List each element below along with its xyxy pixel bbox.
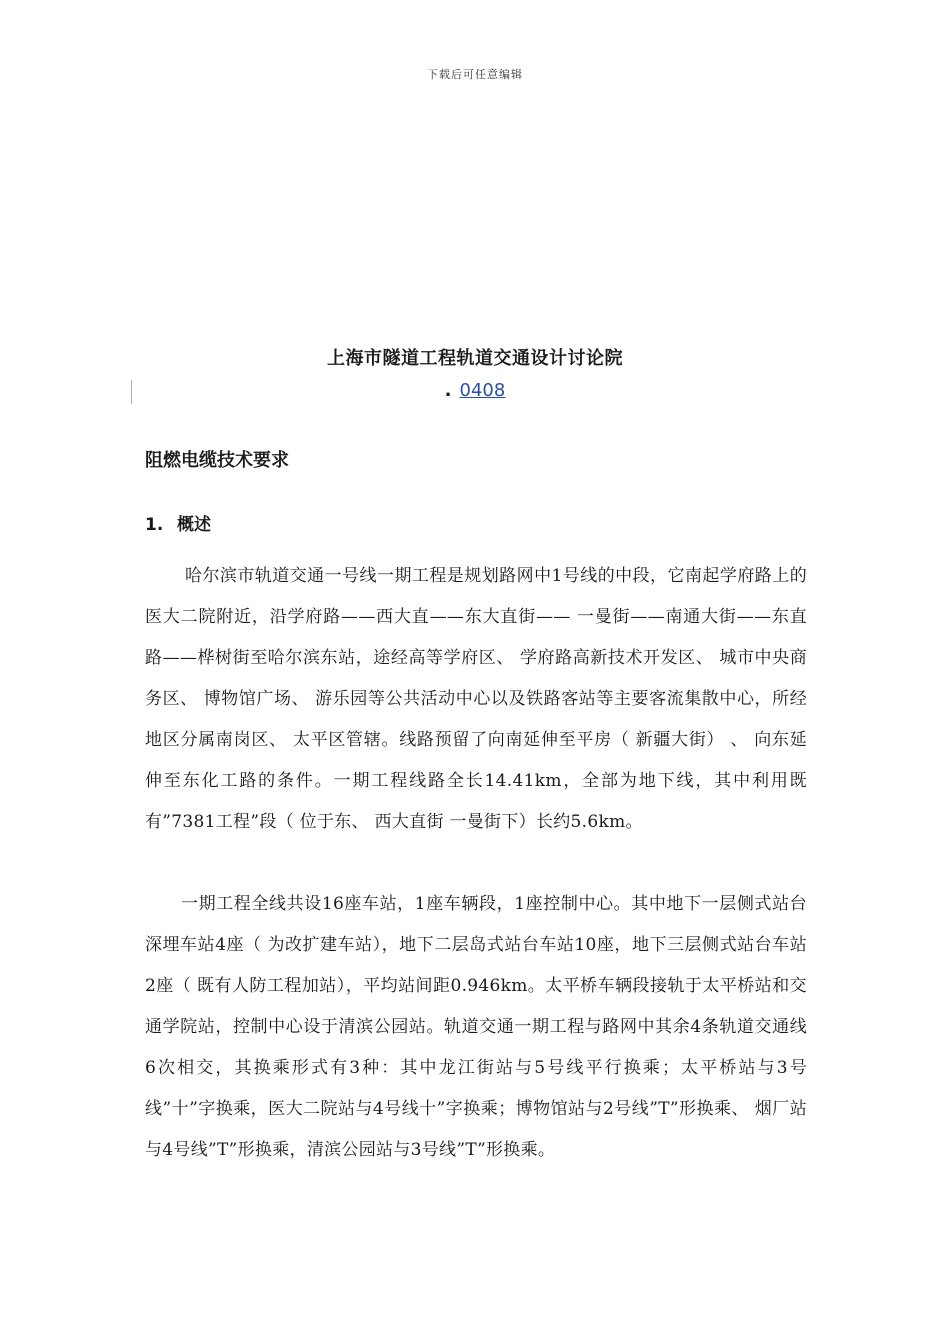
- document-code-row: [0, 380, 950, 401]
- organization-title: 上海市隧道工程轨道交通设计讨论院: [327, 348, 623, 369]
- section-heading: [145, 510, 211, 535]
- page-header-note: 下载后可任意编辑: [427, 68, 523, 81]
- paragraph-block: [145, 556, 807, 843]
- paragraph: 一期工程全线共设16座车站，1座车辆段，1座控制中心。其中地下一层侧式站台深埋车站4座（ 为改扩建车站），地下二层岛式站台车站10座，地下三层侧式站台车站2座（ 既有人防工程加站），平均站间距0.946km。太平桥车辆段接轨于太平桥站和交通学院站，控制中心设于清滨公园站。轨道交通一期工程与路网中其余4条轨道交通线6次相交，其换乘形式有3种：其中龙江街站与5号线平行换乘；太平桥站与3号线”十”字换乘，医大二院站与4号线十”字换乘；博物馆站与2号线”T”形换乘、 烟厂站与4号线”T”形换乘，清滨公园站与3号线”T”形换乘。: [145, 894, 807, 1160]
- document-code-link[interactable]: 0408: [459, 380, 506, 401]
- paragraph-block: [145, 884, 807, 1171]
- document-title: 阻燃电缆技术要求: [145, 450, 289, 471]
- section-number: 1.: [145, 515, 164, 535]
- document-code-prefix: .: [444, 380, 452, 401]
- section-title: 概述: [177, 515, 211, 535]
- paragraph: 哈尔滨市轨道交通一号线一期工程是规划路网中1号线的中段，它南起学府路上的医大二院附近，沿学府路——西大直——东大直街—— 一曼街——南通大街——东直路——桦树街至哈尔滨东站，途经高等学府区、 学府路高新技术开发区、 城市中央商务区、 博物馆广场、 游乐园等公共活动中心以及铁路客站等主要客流集散中心，所经地区分属南岗区、 太平区管辖。线路预留了向南延伸至平房（ 新疆大街） 、 向东延伸至东化工路的条件。一期工程线路全长14.41km，全部为地下线，其中利用既有”7381工程”段（ 位于东、 西大直街 一曼街下）长约5.6km。: [145, 566, 807, 832]
